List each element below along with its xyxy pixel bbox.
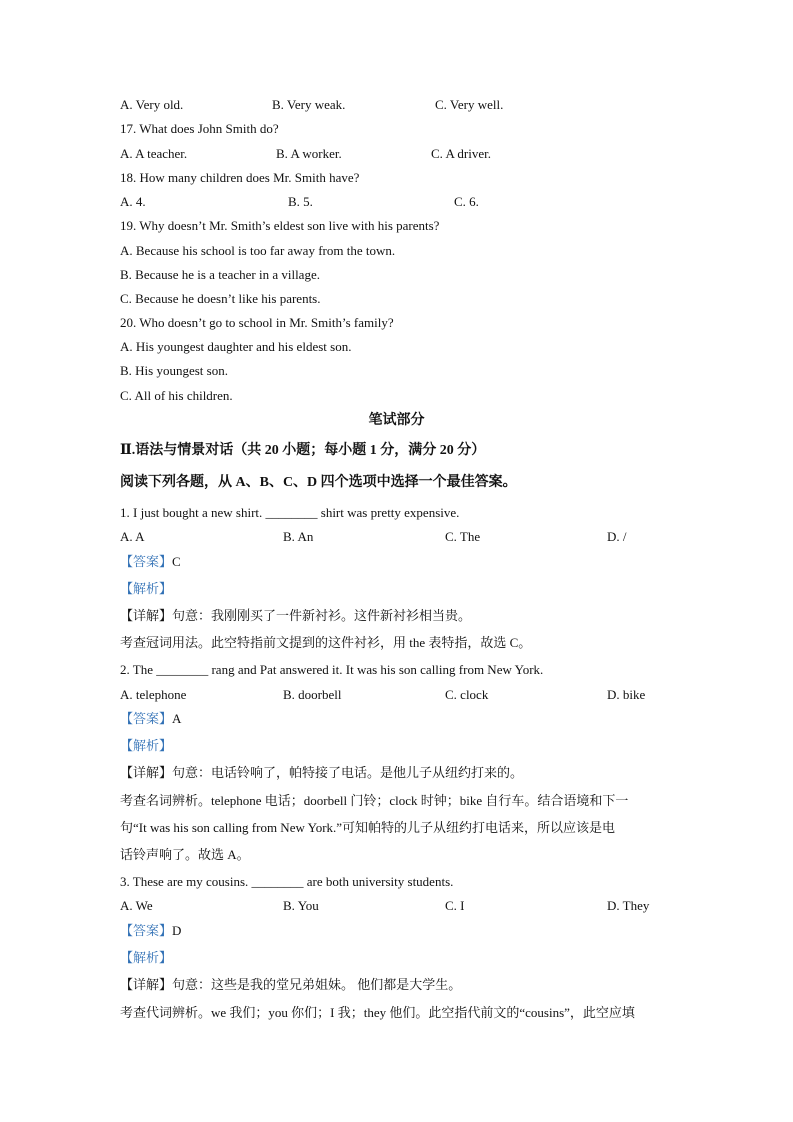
q18-option-a: A. 4. xyxy=(120,194,146,209)
item3-detail-2: 考查代词辨析。we 我们；you 你们；I 我；they 他们。此空指代前文的“cousins”，此空应填 xyxy=(120,1005,635,1020)
item2-option-a: A. telephone xyxy=(120,687,187,702)
item3-answer xyxy=(120,923,181,939)
item3-option-a: A. We xyxy=(120,898,153,913)
detail-label: 【详解】 xyxy=(120,608,173,623)
item2-option-b: B. doorbell xyxy=(283,687,342,702)
item1-option-c: C. The xyxy=(445,529,481,544)
q17-question: 17. What does John Smith do? xyxy=(120,121,279,136)
q16-option-c: C. Very well. xyxy=(435,97,504,112)
answer-label: 【答案】 xyxy=(120,923,173,938)
item2-detail-1 xyxy=(120,765,523,781)
answer-value: D xyxy=(172,923,182,938)
item2-detail-2: 考查名词辨析。telephone 电话；doorbell 门铃；clock 时钟；bike 自行车。结合语境和下一 xyxy=(120,793,629,808)
answer-value: A xyxy=(172,711,182,726)
item2-question: 2. The ________ rang and Pat answered it. It was his son calling from New York. xyxy=(120,662,544,677)
detail-text: 句意：电话铃响了，帕特接了电话。是他儿子从纽约打来的。 xyxy=(172,765,524,780)
part-title: Ⅱ.语法与情景对话（共 20 小题；每小题 1 分，满分 20 分） xyxy=(120,443,486,458)
detail-text: 句意：这些是我的堂兄弟姐妹。 他们都是大学生。 xyxy=(172,977,462,992)
item3-option-b: B. You xyxy=(283,898,319,913)
q17-option-a: A. A teacher. xyxy=(120,146,188,161)
answer-label: 【答案】 xyxy=(120,711,173,726)
item1-detail-1 xyxy=(120,608,471,624)
item1-option-d: D. / xyxy=(607,529,627,544)
item2-detail-4: 话铃声响了。故选 A。 xyxy=(120,847,250,862)
item3-detail-1 xyxy=(120,977,461,993)
q19-option-c: C. Because he doesn’t like his parents. xyxy=(120,291,321,306)
q19-option-b: B. Because he is a teacher in a village. xyxy=(120,267,320,282)
q20-option-b: B. His youngest son. xyxy=(120,363,228,378)
item1-option-a: A. A xyxy=(120,529,145,544)
answer-label: 【答案】 xyxy=(120,554,173,569)
detail-label: 【详解】 xyxy=(120,765,173,780)
detail-text: 句意：我刚刚买了一件新衬衫。这件新衬衫相当贵。 xyxy=(172,608,472,623)
answer-value: C xyxy=(172,554,181,569)
item1-question: 1. I just bought a new shirt. ________ shirt was pretty expensive. xyxy=(120,505,460,520)
q20-question: 20. Who doesn’t go to school in Mr. Smith’s family? xyxy=(120,315,394,330)
section-title: 笔试部分 xyxy=(368,413,425,428)
q20-option-c: C. All of his children. xyxy=(120,388,233,403)
item3-option-d: D. They xyxy=(607,898,650,913)
q18-option-c: C. 6. xyxy=(454,194,479,209)
detail-label: 【详解】 xyxy=(120,977,173,992)
item3-option-c: C. I xyxy=(445,898,465,913)
item2-option-c: C. clock xyxy=(445,687,489,702)
item1-option-b: B. An xyxy=(283,529,314,544)
q17-option-c: C. A driver. xyxy=(431,146,491,161)
q16-option-a: A. Very old. xyxy=(120,97,184,112)
q18-question: 18. How many children does Mr. Smith have? xyxy=(120,170,360,185)
q18-option-b: B. 5. xyxy=(288,194,313,209)
item2-answer xyxy=(120,711,181,727)
item3-analysis-label: 【解析】 xyxy=(120,950,173,965)
item1-detail-2: 考查冠词用法。此空特指前文提到的这件衬衫，用 the 表特指，故选 C。 xyxy=(120,635,532,650)
q19-question: 19. Why doesn’t Mr. Smith’s eldest son live with his parents? xyxy=(120,218,440,233)
q16-option-b: B. Very weak. xyxy=(272,97,346,112)
q20-option-a: A. His youngest daughter and his eldest son. xyxy=(120,339,352,354)
q19-option-a: A. Because his school is too far away from the town. xyxy=(120,243,396,258)
item1-analysis-label: 【解析】 xyxy=(120,581,173,596)
item2-analysis-label: 【解析】 xyxy=(120,738,173,753)
item3-question: 3. These are my cousins. ________ are both university students. xyxy=(120,874,454,889)
item2-option-d: D. bike xyxy=(607,687,646,702)
item2-detail-3: 句“It was his son calling from New York.”可知帕特的儿子从纽约打电话来，所以应该是电 xyxy=(120,820,616,835)
instruction: 阅读下列各题，从 A、B、C、D 四个选项中选择一个最佳答案。 xyxy=(120,475,517,490)
q17-option-b: B. A worker. xyxy=(276,146,342,161)
item1-answer xyxy=(120,554,181,570)
